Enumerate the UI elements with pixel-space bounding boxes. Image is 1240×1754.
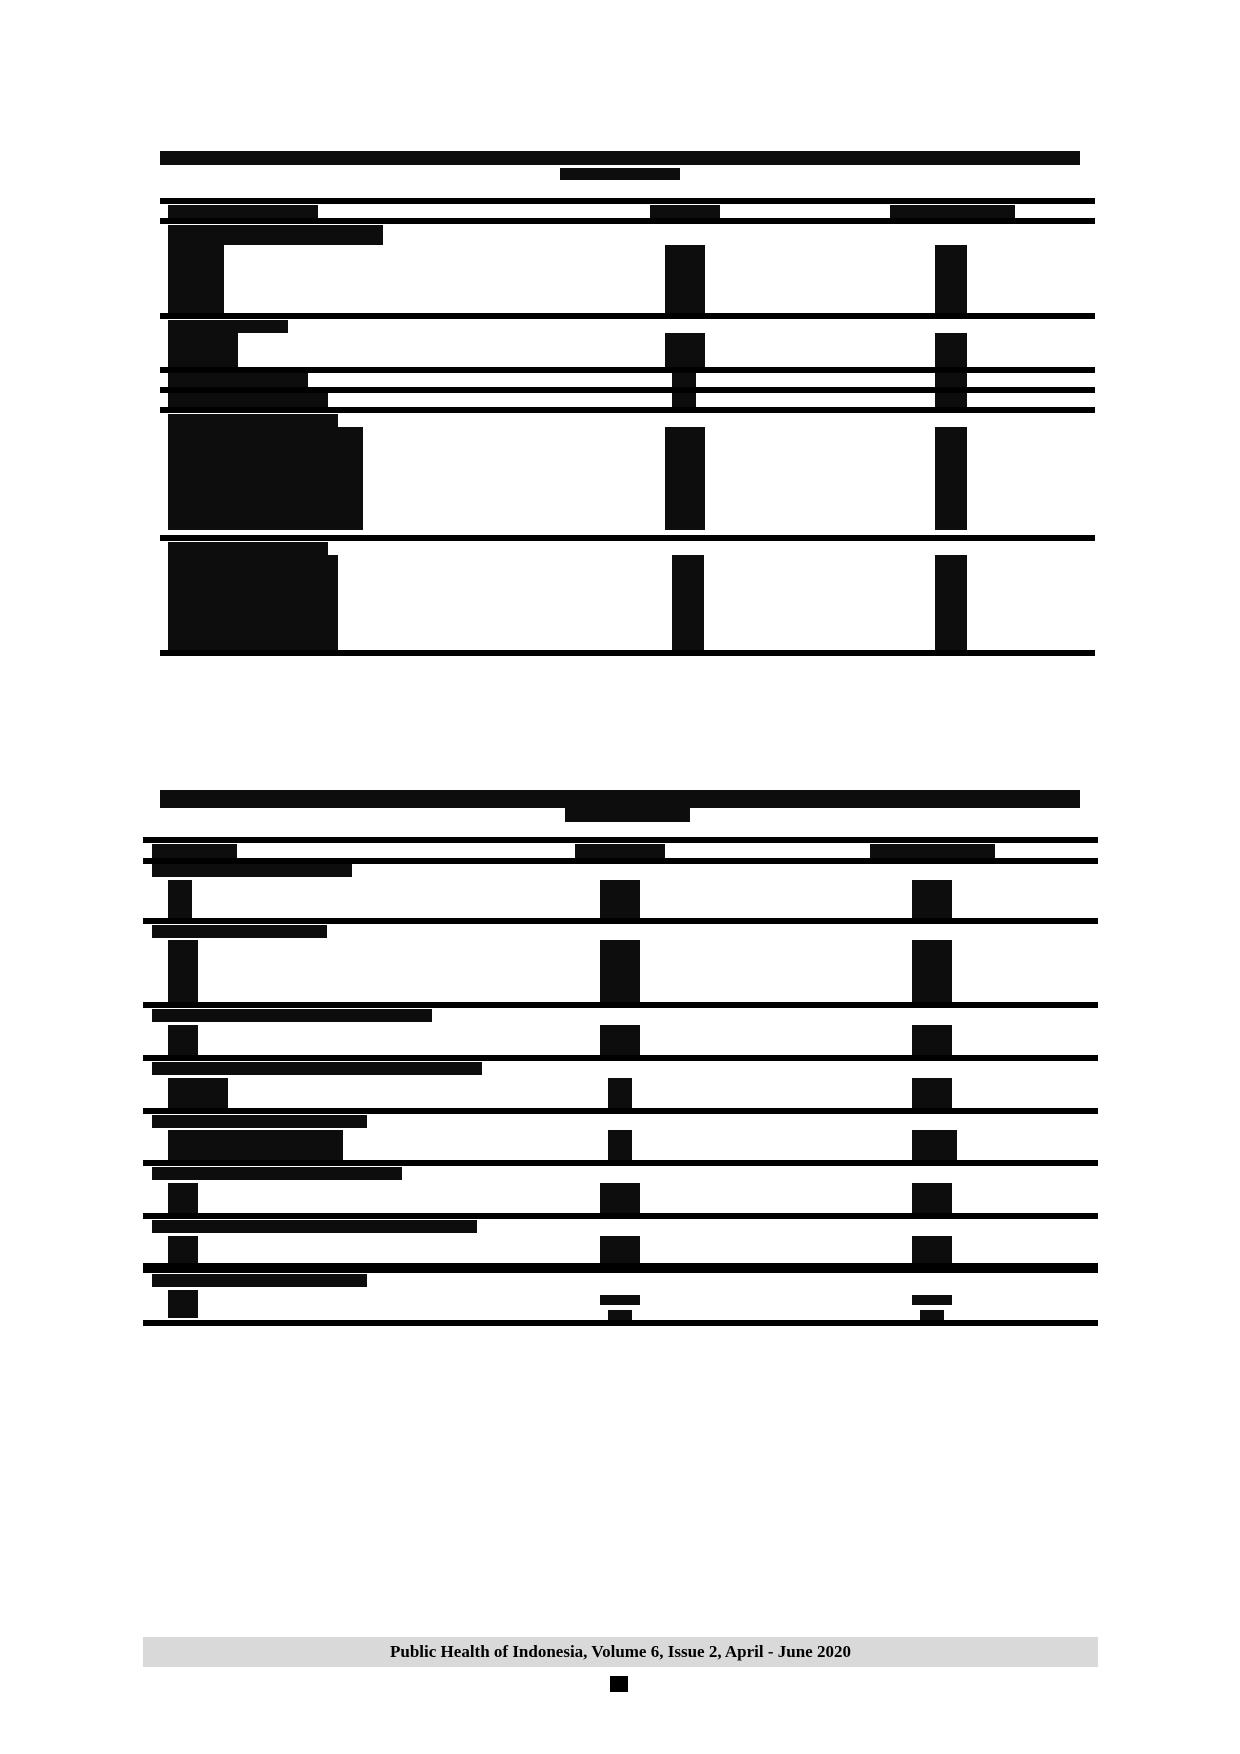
section-label-redacted — [152, 1167, 402, 1180]
rows-redacted — [168, 393, 328, 407]
section-label-redacted — [152, 864, 352, 877]
values-redacted — [665, 427, 705, 530]
table-1-header-rule — [160, 218, 1095, 224]
section-rule — [143, 1263, 1098, 1273]
page-number-redacted — [610, 1676, 628, 1692]
table-2-header-col2-redacted — [575, 844, 665, 858]
section-rule — [143, 1108, 1098, 1114]
values-redacted — [600, 1183, 640, 1213]
values-redacted — [600, 1236, 640, 1266]
rows-redacted — [168, 373, 308, 387]
table-2-header-col3-redacted — [870, 844, 995, 858]
table-2-header-redacted — [152, 844, 237, 858]
table-1-top-rule — [160, 198, 1095, 204]
values-redacted — [600, 1025, 640, 1055]
rows-redacted — [168, 1078, 228, 1108]
rows-redacted — [168, 245, 224, 313]
section-rule — [160, 535, 1095, 541]
section-label-redacted — [152, 1220, 477, 1233]
values-redacted — [672, 555, 704, 650]
values-redacted — [912, 1295, 952, 1305]
section-label-redacted — [152, 1062, 482, 1075]
section-rule — [143, 1213, 1098, 1219]
values-redacted — [600, 880, 640, 918]
section-rule — [160, 407, 1095, 413]
values-redacted — [935, 333, 967, 367]
values-redacted — [920, 1310, 944, 1320]
values-redacted — [912, 1078, 952, 1108]
values-redacted — [608, 1130, 632, 1160]
values-redacted — [935, 245, 967, 313]
section-rule — [143, 1002, 1098, 1008]
section-label-redacted — [168, 414, 338, 427]
table-2-top-rule — [143, 837, 1098, 843]
values-redacted — [608, 1078, 632, 1108]
table-1-caption-redacted — [160, 151, 1080, 165]
rows-redacted — [168, 333, 238, 367]
values-redacted — [912, 880, 952, 918]
values-redacted — [672, 393, 696, 407]
section-label-redacted — [152, 1009, 432, 1022]
rows-redacted — [168, 1290, 198, 1318]
rows-redacted — [168, 1130, 343, 1160]
table-2-caption-redacted — [160, 790, 1080, 808]
values-redacted — [935, 373, 967, 387]
section-rule — [143, 1160, 1098, 1166]
table-1-header-col2-redacted — [650, 205, 720, 219]
rows-redacted — [168, 427, 363, 530]
values-redacted — [665, 333, 705, 367]
section-label-redacted — [168, 225, 383, 245]
values-redacted — [912, 1025, 952, 1055]
journal-footer — [143, 1637, 1098, 1667]
values-redacted — [935, 427, 967, 530]
section-rule — [160, 313, 1095, 319]
values-redacted — [912, 1236, 952, 1266]
values-redacted — [912, 940, 952, 1002]
values-redacted — [600, 940, 640, 1002]
values-redacted — [935, 555, 967, 650]
values-redacted — [665, 245, 705, 313]
table-1-header-redacted — [168, 205, 318, 219]
table-2-caption-line2-redacted — [565, 808, 690, 822]
values-redacted — [672, 373, 696, 387]
table-1-bottom-rule — [160, 650, 1095, 656]
section-label-redacted — [152, 925, 327, 938]
table-1-header-col3-redacted — [890, 205, 1015, 219]
rows-redacted — [168, 1183, 198, 1213]
rows-redacted — [168, 1025, 198, 1055]
rows-redacted — [168, 880, 192, 918]
values-redacted — [912, 1130, 957, 1160]
values-redacted — [935, 393, 967, 407]
rows-redacted — [168, 555, 338, 650]
section-label-redacted — [168, 320, 288, 333]
section-label-redacted — [152, 1115, 367, 1128]
rows-redacted — [168, 940, 198, 1002]
section-label-redacted — [168, 542, 328, 555]
footer-citation: Public Health of Indonesia, Volume 6, Issue 2, April - June 2020 — [390, 1642, 851, 1661]
table-1-caption-line2-redacted — [560, 168, 680, 180]
values-redacted — [912, 1183, 952, 1213]
values-redacted — [600, 1295, 640, 1305]
section-rule — [143, 1055, 1098, 1061]
values-redacted — [608, 1310, 632, 1320]
section-rule — [143, 918, 1098, 924]
rows-redacted — [168, 1236, 198, 1266]
table-2-bottom-rule — [143, 1320, 1098, 1326]
section-label-redacted — [152, 1274, 367, 1287]
